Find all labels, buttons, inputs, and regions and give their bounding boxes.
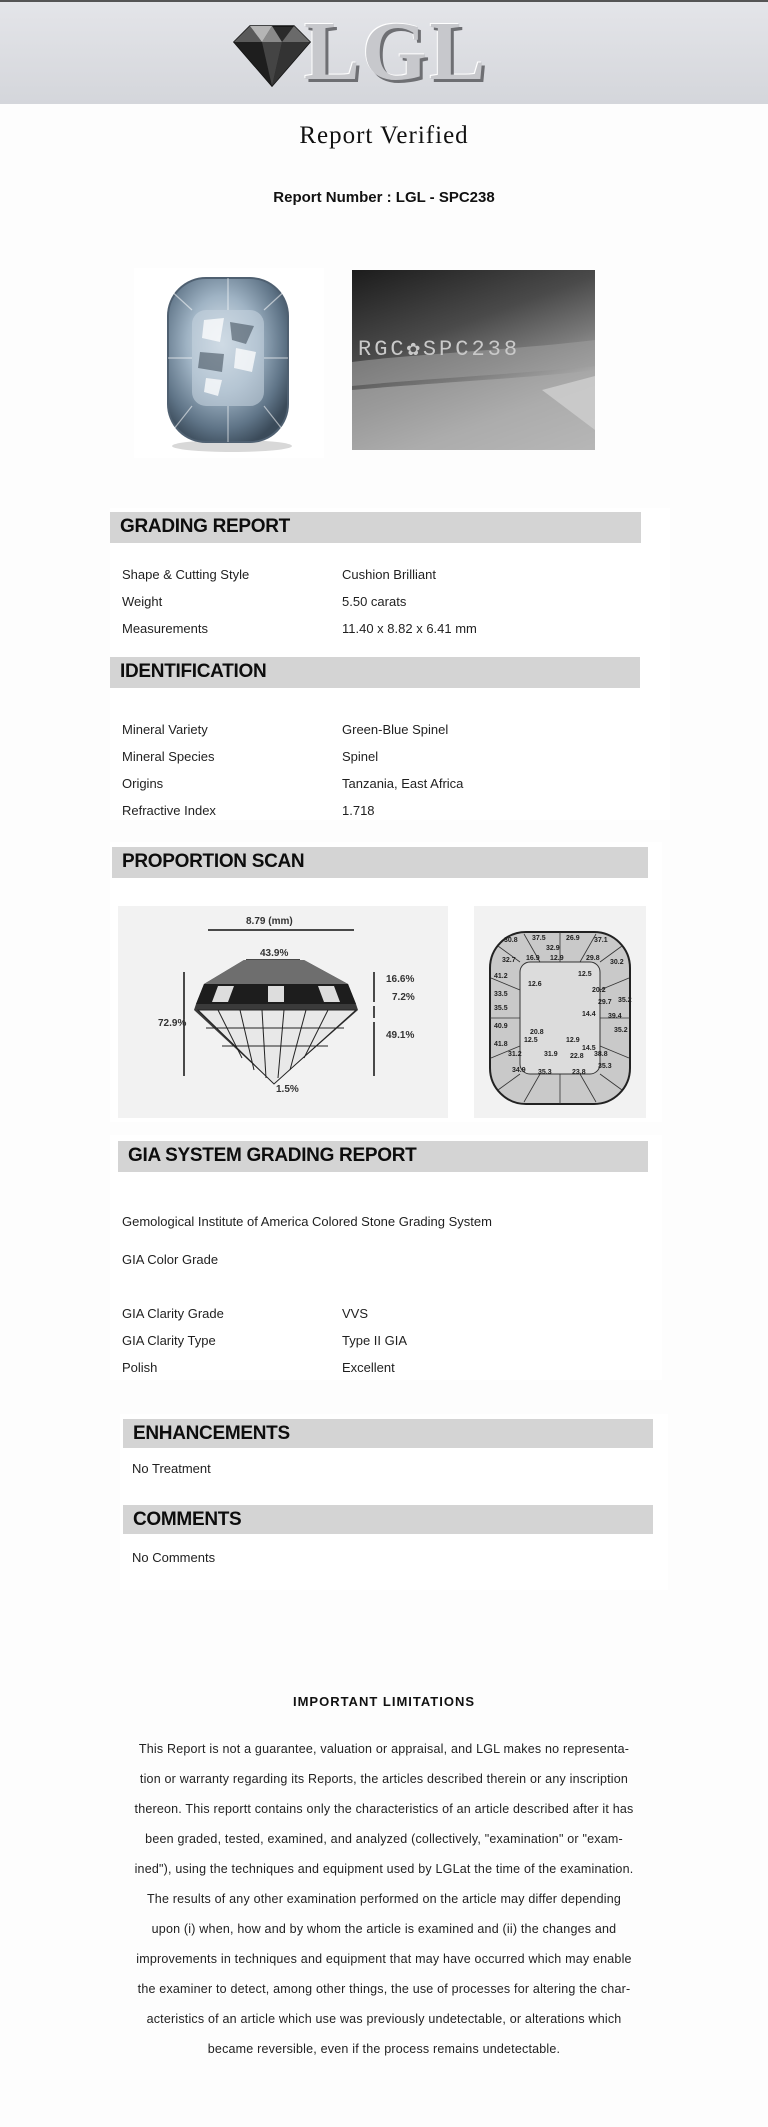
profile-depth-label: 72.9% xyxy=(158,1018,187,1029)
comments-header xyxy=(123,1505,653,1534)
profile-girdle-label: 7.2% xyxy=(392,992,415,1003)
facet-value-label: 12.6 xyxy=(528,981,542,988)
facet-value-label: 39.4 xyxy=(608,1013,622,1020)
facet-value-label: 31.2 xyxy=(508,1051,522,1058)
facet-value-label: 29.8 xyxy=(586,955,600,962)
diamond-logo-icon xyxy=(232,20,312,90)
limitations-line: upon (i) when, how and by whom the article is examined and (ii) the changes and xyxy=(151,1922,617,1936)
grading-row-label: Shape & Cutting Style xyxy=(122,567,250,582)
facet-value-label: 12.9 xyxy=(566,1037,580,1044)
lgl-logo[interactable] xyxy=(232,5,492,98)
facet-value-label: 32.7 xyxy=(502,957,516,964)
facet-value-label: 32.9 xyxy=(546,945,560,952)
grading-row-value: Cushion Brilliant xyxy=(342,567,436,582)
page-title: Report Verified xyxy=(299,122,469,149)
profile-culet-label: 1.5% xyxy=(276,1084,299,1095)
gemstone-photo xyxy=(134,268,324,458)
grading-report-header xyxy=(110,512,641,543)
profile-width-label: 8.79 (mm) xyxy=(246,916,293,927)
grading-row-label: Measurements xyxy=(122,621,208,636)
identification-header xyxy=(110,657,640,688)
facet-value-label: 16.9 xyxy=(526,955,540,962)
profile-pavilion-label: 49.1% xyxy=(386,1030,415,1041)
facet-value-label: 30.8 xyxy=(504,937,518,944)
limitations-line: acteristics of an article which use was previously undetectable, or alterations which xyxy=(146,2012,622,2026)
gia-system-name: Gemological Institute of America Colored Stone Grading System xyxy=(122,1214,492,1229)
facet-value-label: 33.5 xyxy=(494,991,508,998)
limitations-line: been graded, tested, examined, and analyzed (collectively, "examination" or "exam- xyxy=(145,1832,623,1846)
limitations-line: thereon. This reportt contains only the characteristics of an article described after it has xyxy=(134,1802,634,1816)
facet-value-label: 12.5 xyxy=(524,1037,538,1044)
facet-value-label: 20.2 xyxy=(592,987,606,994)
gia-row-label: GIA Clarity Grade xyxy=(122,1306,224,1321)
facet-value-label: 40.9 xyxy=(494,1023,508,1030)
comments-text: No Comments xyxy=(132,1550,216,1565)
identification-row-label: Mineral Variety xyxy=(122,722,208,737)
enhancements-header xyxy=(123,1419,653,1448)
gia-color-grade-label: GIA Color Grade xyxy=(122,1252,219,1267)
identification-row-value: Green-Blue Spinel xyxy=(342,722,449,737)
limitations-line: The results of any other examination performed on the article may differ depending xyxy=(146,1892,622,1906)
facet-value-label: 37.5 xyxy=(532,935,546,942)
proportion-scan-header xyxy=(112,847,648,878)
gia-row-value: VVS xyxy=(342,1306,369,1321)
facet-value-label: 30.2 xyxy=(610,959,624,966)
limitations-line: ined"), using the techniques and equipment used by LGLat the time of the examination. xyxy=(134,1862,634,1876)
facet-value-label: 23.8 xyxy=(572,1069,586,1076)
facet-value-label: 20.8 xyxy=(530,1029,544,1036)
facet-value-label: 35.2 xyxy=(618,997,632,1004)
facet-value-label: 29.7 xyxy=(598,999,612,1006)
grading-row-label: Weight xyxy=(122,594,163,609)
identification-row-value: Spinel xyxy=(342,749,379,764)
grading-row-value: 5.50 carats xyxy=(342,594,407,609)
facet-value-label: 31.9 xyxy=(544,1051,558,1058)
grading-row-value: 11.40 x 8.82 x 6.41 mm xyxy=(342,621,477,636)
identification-row-label: Refractive Index xyxy=(122,803,216,818)
gia-row-label: Polish xyxy=(122,1360,158,1375)
proportion-scan-title: PROPORTION SCAN xyxy=(122,851,305,872)
profile-table-label: 43.9% xyxy=(260,948,289,959)
identification-row-label: Mineral Species xyxy=(122,749,215,764)
facet-value-label: 14.4 xyxy=(582,1011,596,1018)
facet-value-label: 41.2 xyxy=(494,973,508,980)
gia-header xyxy=(118,1141,648,1172)
limitations-line: became reversible, even if the process remains undetectable. xyxy=(207,2042,561,2056)
facet-value-label: 26.9 xyxy=(566,935,580,942)
logo-wordmark: LGL xyxy=(304,5,488,98)
gia-row-label: GIA Clarity Type xyxy=(122,1333,216,1348)
inscription-text: RGC✿SPC238 xyxy=(358,337,521,362)
facet-value-label: 41.8 xyxy=(494,1041,508,1048)
limitations-body xyxy=(118,1734,650,2064)
facet-value-label: 35.5 xyxy=(494,1005,508,1012)
proportion-profile-diagram xyxy=(118,906,448,1118)
facet-diagram xyxy=(474,906,646,1118)
facet-value-label: 35.2 xyxy=(614,1027,628,1034)
identification-row-value: Tanzania, East Africa xyxy=(342,776,464,791)
facet-value-label: 38.8 xyxy=(594,1051,608,1058)
facet-value-label: 12.9 xyxy=(550,955,564,962)
identification-row-label: Origins xyxy=(122,776,164,791)
gia-row-value: Excellent xyxy=(342,1360,395,1375)
gia-title: GIA SYSTEM GRADING REPORT xyxy=(128,1145,417,1166)
facet-value-label: 37.1 xyxy=(594,937,608,944)
gia-row-value: Type II GIA xyxy=(342,1333,408,1348)
grading-report-title: GRADING REPORT xyxy=(120,516,290,537)
limitations-line: tion or warranty regarding its Reports, the articles described therein or any inscription xyxy=(139,1772,629,1786)
profile-crown-label: 16.6% xyxy=(386,974,415,985)
facet-value-label: 12.5 xyxy=(578,971,592,978)
report-number: Report Number : LGL - SPC238 xyxy=(273,189,495,206)
enhancements-title: ENHANCEMENTS xyxy=(133,1423,290,1444)
comments-title: COMMENTS xyxy=(133,1509,242,1530)
facet-value-label: 14.5 xyxy=(582,1045,596,1052)
identification-title: IDENTIFICATION xyxy=(120,661,267,682)
facet-value-label: 22.8 xyxy=(570,1053,584,1060)
facet-value-label: 34.9 xyxy=(512,1067,526,1074)
limitations-line: improvements in techniques and equipment that may have occurred which may enable xyxy=(136,1952,632,1966)
girdle-inscription-photo xyxy=(352,270,595,450)
identification-row-value: 1.718 xyxy=(342,803,375,818)
site-header xyxy=(0,0,768,104)
enhancements-text: No Treatment xyxy=(132,1461,211,1476)
limitations-line: the examiner to detect, among other things, the use of processes for altering the char- xyxy=(137,1982,631,1996)
facet-value-label: 35.3 xyxy=(598,1063,612,1070)
facet-value-label: 35.3 xyxy=(538,1069,552,1076)
limitations-line: This Report is not a guarantee, valuation or appraisal, and LGL makes no representa- xyxy=(138,1742,630,1756)
limitations-title: IMPORTANT LIMITATIONS xyxy=(292,1694,476,1709)
